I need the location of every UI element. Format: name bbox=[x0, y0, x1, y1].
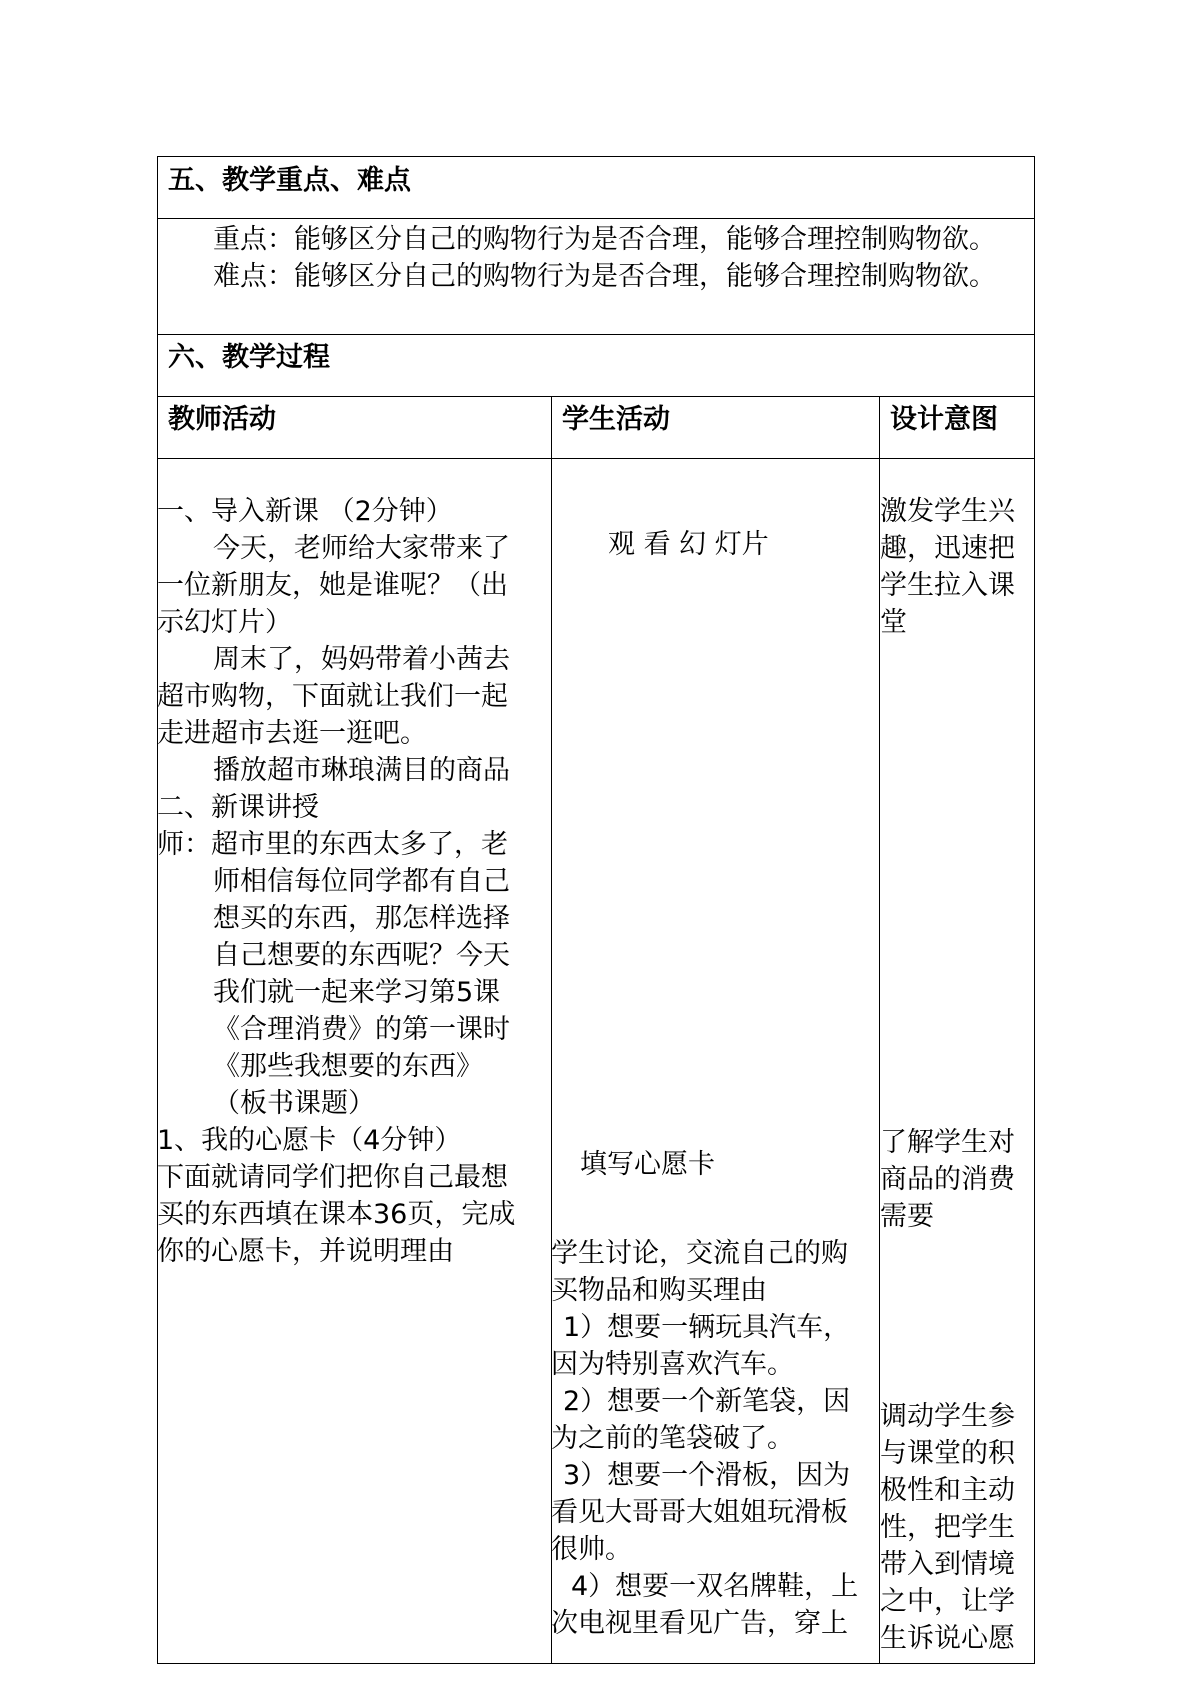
student-line: 买物品和购买理由 bbox=[551, 1275, 767, 1306]
teacher-line: 我们就一起来学习第5课 bbox=[213, 977, 501, 1008]
row-divider-1 bbox=[157, 218, 1034, 219]
teacher-line: 下面就请同学们把你自己最想 bbox=[157, 1162, 508, 1193]
design-line: 极性和主动 bbox=[880, 1475, 1015, 1506]
table-top-border bbox=[157, 156, 1034, 157]
row-divider-2 bbox=[157, 334, 1034, 335]
design-intent-block-1 bbox=[880, 493, 1034, 641]
design-line: 商品的消费 bbox=[880, 1164, 1015, 1195]
table-bottom-border bbox=[157, 1663, 1034, 1664]
section6-heading: 六、教学过程 bbox=[168, 342, 330, 373]
design-line: 了解学生对 bbox=[880, 1127, 1015, 1158]
teacher-column-header: 教师活动 bbox=[168, 404, 276, 435]
section5-heading: 五、教学重点、难点 bbox=[168, 165, 411, 196]
student-line: 很帅。 bbox=[551, 1534, 632, 1565]
teacher-line: 示幻灯片） bbox=[157, 607, 292, 638]
teacher-line: 师相信每位同学都有自己 bbox=[213, 866, 510, 897]
teacher-line: 超市购物，下面就让我们一起 bbox=[157, 681, 508, 712]
student-line: 因为特别喜欢汽车。 bbox=[551, 1349, 794, 1380]
teacher-line: 想买的东西，那怎样选择 bbox=[213, 903, 510, 934]
student-discussion-block bbox=[551, 1235, 879, 1642]
table-right-border bbox=[1034, 156, 1035, 1664]
design-line: 生诉说心愿 bbox=[880, 1623, 1015, 1654]
student-fill-wish-card: 填写心愿卡 bbox=[580, 1149, 715, 1180]
teacher-line: 一位新朋友，她是谁呢？（出 bbox=[157, 570, 508, 601]
teacher-line: （板书课题） bbox=[213, 1088, 375, 1119]
teacher-line: 买的东西填在课本36页，完成 bbox=[157, 1199, 516, 1230]
teacher-activity-column bbox=[157, 493, 551, 1270]
row-divider-4 bbox=[157, 458, 1034, 459]
teacher-line: 周末了，妈妈带着小茜去 bbox=[213, 644, 510, 675]
student-line: 次电视里看见广告，穿上 bbox=[551, 1608, 848, 1639]
design-line: 与课堂的积 bbox=[880, 1438, 1015, 1469]
row-divider-3 bbox=[157, 396, 1034, 397]
teacher-line: 一、导入新课 （2分钟） bbox=[157, 496, 453, 527]
student-line: 为之前的笔袋破了。 bbox=[551, 1423, 794, 1454]
student-line: 1）想要一辆玩具汽车， bbox=[563, 1312, 851, 1343]
teacher-line: 《合理消费》的第一课时 bbox=[213, 1014, 510, 1045]
teacher-line: 自己想要的东西呢？今天 bbox=[213, 940, 510, 971]
teacher-line: 1、我的心愿卡（4分钟） bbox=[157, 1125, 462, 1156]
student-line: 看见大哥哥大姐姐玩滑板 bbox=[551, 1497, 848, 1528]
student-line: 学生讨论，交流自己的购 bbox=[551, 1238, 848, 1269]
teacher-line: 走进超市去逛一逛吧。 bbox=[157, 718, 427, 749]
teacher-line: 二、新课讲授 bbox=[157, 792, 319, 823]
design-column-header: 设计意图 bbox=[890, 404, 998, 435]
design-line: 调动学生参 bbox=[880, 1401, 1015, 1432]
design-line: 激发学生兴 bbox=[880, 496, 1015, 527]
student-line: 4）想要一双名牌鞋，上 bbox=[571, 1571, 859, 1602]
design-line: 带入到情境 bbox=[880, 1549, 1015, 1580]
key-point-text: 重点：能够区分自己的购物行为是否合理，能够合理控制购物欲。 bbox=[213, 224, 996, 255]
design-line: 需要 bbox=[880, 1201, 934, 1232]
design-intent-block-3 bbox=[880, 1398, 1034, 1657]
difficulty-text: 难点：能够区分自己的购物行为是否合理，能够合理控制购物欲。 bbox=[213, 261, 996, 292]
student-line: 3）想要一个滑板，因为 bbox=[563, 1460, 851, 1491]
teacher-line: 今天，老师给大家带来了 bbox=[213, 533, 510, 564]
design-line: 堂 bbox=[880, 607, 907, 638]
teacher-line: 师：超市里的东西太多了，老 bbox=[157, 829, 508, 860]
design-line: 学生拉入课 bbox=[880, 570, 1015, 601]
design-line: 趣，迅速把 bbox=[880, 533, 1015, 564]
teacher-line: 你的心愿卡，并说明理由 bbox=[157, 1236, 454, 1267]
student-watch-slides: 观 看 幻 灯片 bbox=[608, 529, 769, 560]
design-intent-block-2 bbox=[880, 1124, 1034, 1235]
student-column-header: 学生活动 bbox=[562, 404, 670, 435]
teacher-line: 《那些我想要的东西》 bbox=[213, 1051, 483, 1082]
student-line: 2）想要一个新笔袋，因 bbox=[563, 1386, 851, 1417]
teacher-line: 播放超市琳琅满目的商品 bbox=[213, 755, 510, 786]
design-line: 之中，让学 bbox=[880, 1586, 1015, 1617]
design-line: 性，把学生 bbox=[880, 1512, 1015, 1543]
